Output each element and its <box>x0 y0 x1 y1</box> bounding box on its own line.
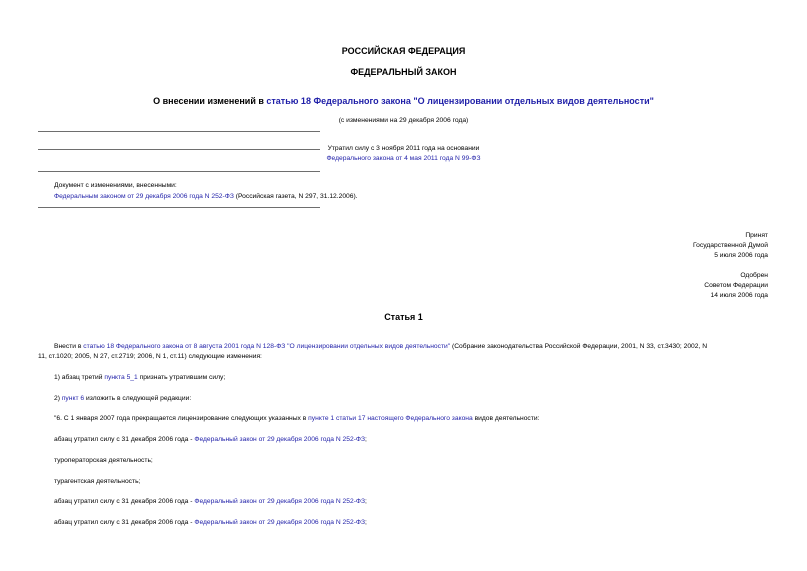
repealed-prefix: абзац утратил силу с 31 декабря 2006 года - <box>54 498 195 505</box>
item-1 <box>54 373 225 384</box>
item-1-link[interactable]: пункта 5_1 <box>104 374 138 381</box>
changes-label: Документ с изменениями, внесенными: <box>54 182 177 189</box>
repealed-prefix: абзац утратил силу с 31 декабря 2006 года - <box>54 436 195 443</box>
item-1-prefix: 1) абзац третий <box>54 374 105 381</box>
item-6-link[interactable]: пункте 1 статьи 17 настоящего Федерального закона <box>308 415 473 422</box>
law-title <box>0 96 807 106</box>
item-6-suffix: видов деятельности: <box>472 415 540 422</box>
divider <box>38 207 320 208</box>
item-2-prefix: 2) <box>54 395 62 402</box>
repealed-law-link[interactable]: Федеральный закон от 29 декабря 2006 года N 252-ФЗ <box>194 498 366 505</box>
changes-line <box>54 192 358 202</box>
repealed-paragraph <box>54 518 367 529</box>
changes-source: (Российская газета, N 297, 31.12.2006). <box>233 193 358 200</box>
amended-law-link[interactable]: статью 18 Федерального закона от 8 августа 2001 года N 128-ФЗ "О лицензировании отдельных видов деятельности" <box>83 343 451 350</box>
repealed-suffix: ; <box>365 498 367 505</box>
country-title: РОССИЙСКАЯ ФЕДЕРАЦИЯ <box>341 46 466 56</box>
repealed-suffix: ; <box>365 436 367 443</box>
intro-suffix: (Собрание законодательства Российской Федерации, 2001, N 33, ст.3430; 2002, N <box>450 343 708 350</box>
item-2 <box>54 394 191 405</box>
law-title-prefix: О внесении изменений в <box>153 96 267 106</box>
item-1-suffix: признать утратившим силу; <box>137 374 226 381</box>
adopted-line1: Принят <box>745 232 768 239</box>
item-6 <box>54 414 539 425</box>
repealed-paragraph <box>54 435 367 446</box>
approved-line2: Советом Федерации <box>704 282 768 289</box>
adopted-line2: Государственной Думой <box>693 242 768 249</box>
article-intro-line2: 11, ст.1020; 2005, N 27, ст.2719; 2006, N 1, ст.11) следующие изменения: <box>38 353 262 360</box>
approved-line1: Одобрен <box>740 272 768 279</box>
item-2-suffix: изложить в следующей редакции: <box>84 395 192 402</box>
item-2-link[interactable]: пункт 6 <box>61 395 85 402</box>
item-6-prefix: "6. С 1 января 2007 года прекращается лицензирование следующих указанных в <box>54 415 309 422</box>
amending-law-link[interactable]: Федеральным законом от 29 декабря 2006 года N 252-ФЗ <box>54 193 234 200</box>
law-type-title: ФЕДЕРАЛЬНЫЙ ЗАКОН <box>350 67 457 77</box>
repealed-prefix: абзац утратил силу с 31 декабря 2006 года - <box>54 519 195 526</box>
divider <box>38 149 320 150</box>
amendments-note: (с изменениями на 29 декабря 2006 года) <box>338 117 469 124</box>
article-heading: Статья 1 <box>384 312 423 322</box>
repealed-suffix: ; <box>365 519 367 526</box>
repealed-law-link[interactable]: Федеральный закон от 29 декабря 2006 года N 252-ФЗ <box>194 519 366 526</box>
tour-operator-item: туроператорская деятельность; <box>54 457 153 464</box>
repealed-law-link[interactable]: Федеральный закон от 29 декабря 2006 года N 252-ФЗ <box>194 436 366 443</box>
approved-line3: 14 июля 2006 года <box>710 292 768 299</box>
intro-prefix: Внести в <box>54 343 84 350</box>
repealed-paragraph <box>54 497 367 508</box>
divider <box>38 131 320 132</box>
travel-agent-item: турагентская деятельность; <box>54 478 141 485</box>
status-text: Утратил силу с 3 ноября 2011 года на основании <box>327 145 480 152</box>
repeal-law-link[interactable]: Федерального закона от 4 мая 2011 года N 99-ФЗ <box>326 155 481 162</box>
divider <box>38 171 320 172</box>
adopted-line3: 5 июля 2006 года <box>714 252 768 259</box>
law-title-link[interactable]: статью 18 Федерального закона "О лицензировании отдельных видов деятельности" <box>266 96 654 106</box>
article-intro <box>54 342 707 353</box>
